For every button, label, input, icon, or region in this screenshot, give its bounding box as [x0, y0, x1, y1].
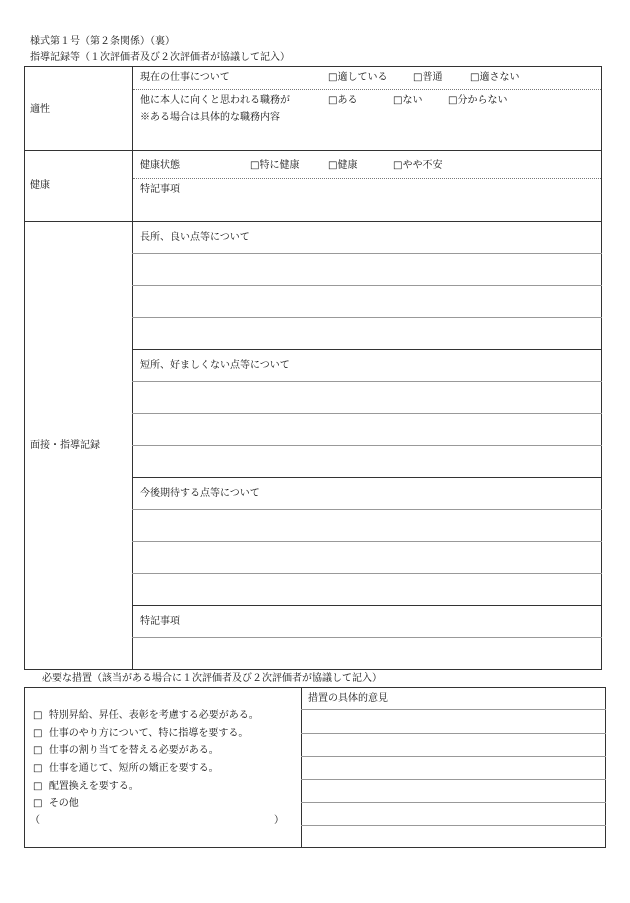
strengths-label: 長所、良い点等について — [140, 232, 250, 243]
current-job-option-normal[interactable]: □普通 — [413, 72, 443, 83]
subsection-divider — [132, 349, 602, 350]
checkbox-icon[interactable] — [33, 781, 42, 792]
measure-item-work-guidance[interactable] — [33, 728, 248, 740]
other-job-note: ※ある場合は具体的な職務内容 — [140, 112, 280, 123]
measure-item-label: その他 — [48, 798, 79, 809]
measure-item-label: 配置換えを要する。 — [48, 781, 139, 792]
interview-remarks-label: 特記事項 — [140, 616, 180, 627]
expectations-label: 今後期待する点等について — [140, 488, 260, 499]
subsection-divider — [132, 477, 602, 478]
current-job-question: 現在の仕事について — [140, 72, 230, 83]
measure-item-reassign-tasks[interactable] — [33, 745, 219, 757]
other-job-option-no[interactable]: □ない — [393, 95, 423, 106]
current-job-option-unsuitable[interactable]: □適さない — [470, 72, 520, 83]
opinion-label: 措置の具体的意見 — [308, 693, 388, 704]
measure-item-correct-weakness[interactable] — [33, 763, 219, 775]
other-job-option-yes[interactable]: □ある — [328, 95, 358, 106]
checkbox-icon[interactable] — [33, 745, 42, 756]
subsection-divider — [132, 605, 602, 606]
writing-line[interactable] — [301, 779, 606, 780]
writing-line[interactable] — [132, 509, 602, 510]
measures-title: 必要な措置（該当がある場合に１次評価者及び２次評価者が協議して記入） — [42, 673, 382, 684]
aptitude-label: 適性 — [30, 104, 50, 115]
checkbox-icon[interactable] — [33, 798, 42, 809]
health-label: 健康 — [30, 180, 50, 191]
guidance-record-table — [24, 66, 602, 670]
writing-line[interactable] — [132, 381, 602, 382]
writing-line[interactable] — [132, 637, 602, 638]
health-option-healthy[interactable]: □健康 — [328, 160, 358, 171]
measure-item-transfer[interactable] — [33, 781, 139, 793]
writing-line[interactable] — [132, 317, 602, 318]
dotted-divider — [133, 178, 601, 179]
form-number: 様式第１号（第２条関係）（裏） — [30, 36, 175, 47]
measure-item-label: 仕事を通じて、短所の矯正を要する。 — [48, 763, 219, 774]
measures-column-divider — [301, 687, 302, 848]
section-title: 指導記録等（１次評価者及び２次評価者が協議して記入） — [30, 52, 290, 63]
section-divider — [24, 150, 602, 151]
measure-item-special-promotion[interactable] — [33, 710, 259, 722]
other-job-question: 他に本人に向くと思われる職務が — [140, 95, 290, 106]
writing-line[interactable] — [132, 573, 602, 574]
interview-label: 面接・指導記録 — [30, 440, 100, 451]
measure-item-label: 仕事のやり方について、特に指導を要する。 — [48, 728, 249, 739]
writing-line[interactable] — [301, 709, 606, 710]
other-job-option-unknown[interactable]: □分からない — [448, 95, 508, 106]
writing-line[interactable] — [301, 802, 606, 803]
weaknesses-label: 短所、好ましくない点等について — [140, 360, 290, 371]
writing-line[interactable] — [132, 285, 602, 286]
label-column-divider — [132, 66, 133, 670]
health-remarks-label: 特記事項 — [140, 184, 180, 195]
health-status-label: 健康状態 — [140, 160, 180, 171]
dotted-divider — [133, 89, 601, 90]
section-divider — [24, 221, 602, 222]
checkbox-icon[interactable] — [33, 710, 42, 721]
other-paren-open: （ — [30, 815, 40, 826]
writing-line[interactable] — [301, 733, 606, 734]
writing-line[interactable] — [132, 541, 602, 542]
writing-line[interactable] — [132, 253, 602, 254]
writing-line[interactable] — [301, 825, 606, 826]
measure-item-other[interactable] — [33, 798, 79, 810]
measure-item-label: 特別昇給、昇任、表彰を考慮する必要がある。 — [48, 710, 259, 721]
writing-line[interactable] — [132, 413, 602, 414]
checkbox-icon[interactable] — [33, 763, 42, 774]
checkbox-icon[interactable] — [33, 728, 42, 739]
health-option-concern[interactable]: □やや不安 — [393, 160, 443, 171]
health-option-very-healthy[interactable]: □特に健康 — [250, 160, 300, 171]
measure-item-label: 仕事の割り当てを替える必要がある。 — [48, 745, 219, 756]
writing-line[interactable] — [301, 756, 606, 757]
current-job-option-suitable[interactable]: □適している — [328, 72, 388, 83]
other-paren-close: ） — [274, 815, 284, 826]
writing-line[interactable] — [132, 445, 602, 446]
